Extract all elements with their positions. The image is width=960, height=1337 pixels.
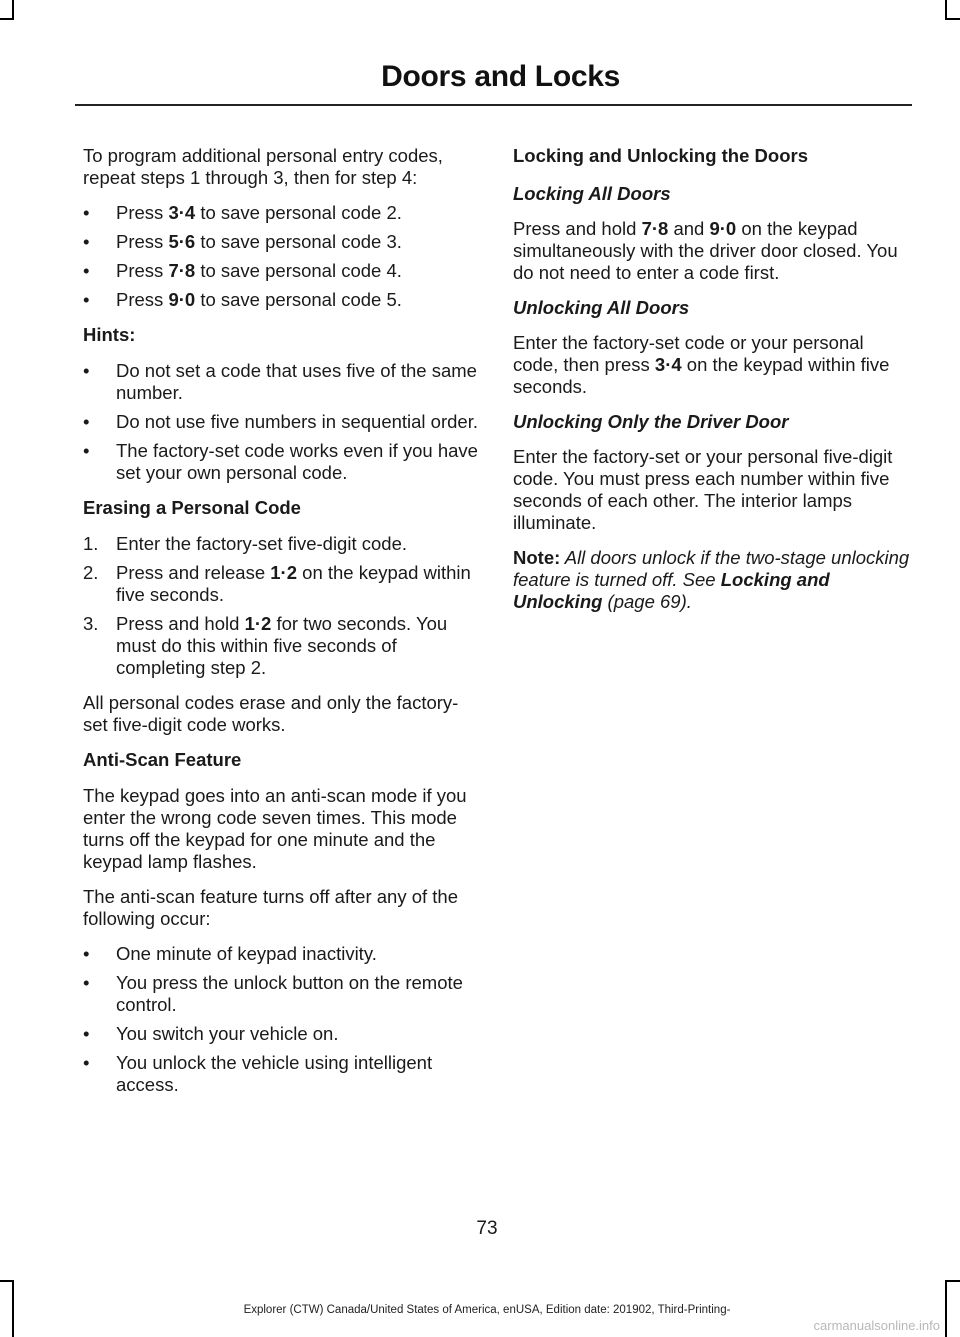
crop-mark-top-left-h <box>0 18 14 20</box>
hints-heading: Hints: <box>83 324 136 345</box>
program-intro: To program additional personal entry codes, repeat steps 1 through 3, then for step 4: <box>83 145 443 188</box>
crop-mark-top-right-h <box>945 18 960 20</box>
watermark: carmanualsonline.info <box>813 1318 940 1333</box>
hints-list <box>83 360 478 484</box>
page-title: Doors and Locks <box>381 60 620 93</box>
list-item: • One minute of keypad inactivity. <box>83 943 377 964</box>
page-number: 73 <box>476 1218 498 1239</box>
erasing-heading: Erasing a Personal Code <box>83 497 301 518</box>
list-item: • Press 7·8 to save personal code 4. <box>83 260 402 281</box>
list-item: • Do not set a code that uses five of the same number. <box>83 360 477 403</box>
program-code-list <box>83 202 478 311</box>
antiscan-conditions <box>83 943 478 1096</box>
erasing-result: All personal codes erase and only the factory-set five-digit code works. <box>83 692 459 735</box>
antiscan-heading: Anti-Scan Feature <box>83 749 242 770</box>
list-item: • Press 3·4 to save personal code 2. <box>83 202 402 223</box>
left-column <box>83 145 478 1109</box>
unlocking-all-heading: Unlocking All Doors <box>513 297 690 318</box>
header-rule <box>75 104 912 106</box>
cross-reference-link[interactable]: Locking and Unlocking <box>513 569 830 612</box>
antiscan-conditions-intro: The anti-scan feature turns off after any of the following occur: <box>83 886 459 929</box>
unlocking-driver-text: Enter the factory-set or your personal five-digit code. You must press each number within five seconds of each other. The interior lamps illuminate. <box>513 446 893 533</box>
list-item: • The factory-set code works even if you have set your own personal code. <box>83 440 478 483</box>
note-label: Note: <box>513 547 561 568</box>
list-item: 1. Enter the factory-set five-digit code. <box>83 533 407 554</box>
list-item: • Press 5·6 to save personal code 3. <box>83 231 402 252</box>
unlocking-driver-heading: Unlocking Only the Driver Door <box>513 411 789 432</box>
list-item: • You press the unlock button on the remote control. <box>83 972 463 1015</box>
antiscan-description: The keypad goes into an anti-scan mode if you enter the wrong code seven times. This mode turns off the keypad for one minute and the keypad lamp flashes. <box>83 785 467 872</box>
locking-all-text: Press and hold 7·8 and 9·0 on the keypad simultaneously with the driver door closed. You do not need to enter a code first. <box>513 218 898 283</box>
list-item: • You switch your vehicle on. <box>83 1023 339 1044</box>
crop-mark-bottom-left-h <box>0 1280 14 1282</box>
list-item: • Do not use five numbers in sequential order. <box>83 411 478 432</box>
locking-unlocking-heading: Locking and Unlocking the Doors <box>513 145 808 166</box>
edition-footer: Explorer (CTW) Canada/United States of America, enUSA, Edition date: 201902, Third-Printing- <box>243 1304 731 1316</box>
list-item: • You unlock the vehicle using intelligent access. <box>83 1052 433 1095</box>
locking-all-heading: Locking All Doors <box>513 183 671 204</box>
note: Note: All doors unlock if the two-stage unlocking feature is turned off. See Locking and Unlocking (page 69). <box>513 547 910 612</box>
right-column <box>513 145 913 626</box>
list-item: 2. Press and release 1·2 on the keypad within five seconds. <box>83 562 471 605</box>
crop-mark-top-right <box>945 0 947 20</box>
crop-mark-bottom-right-h <box>945 1280 960 1282</box>
list-item: • Press 9·0 to save personal code 5. <box>83 289 402 310</box>
unlocking-all-text: Enter the factory-set code or your personal code, then press 3·4 on the keypad within five seconds. <box>513 332 890 397</box>
list-item: 3. Press and hold 1·2 for two seconds. You must do this within five seconds of completing step 2. <box>83 613 448 678</box>
crop-mark-top-left <box>12 0 14 20</box>
erasing-steps <box>83 533 478 679</box>
